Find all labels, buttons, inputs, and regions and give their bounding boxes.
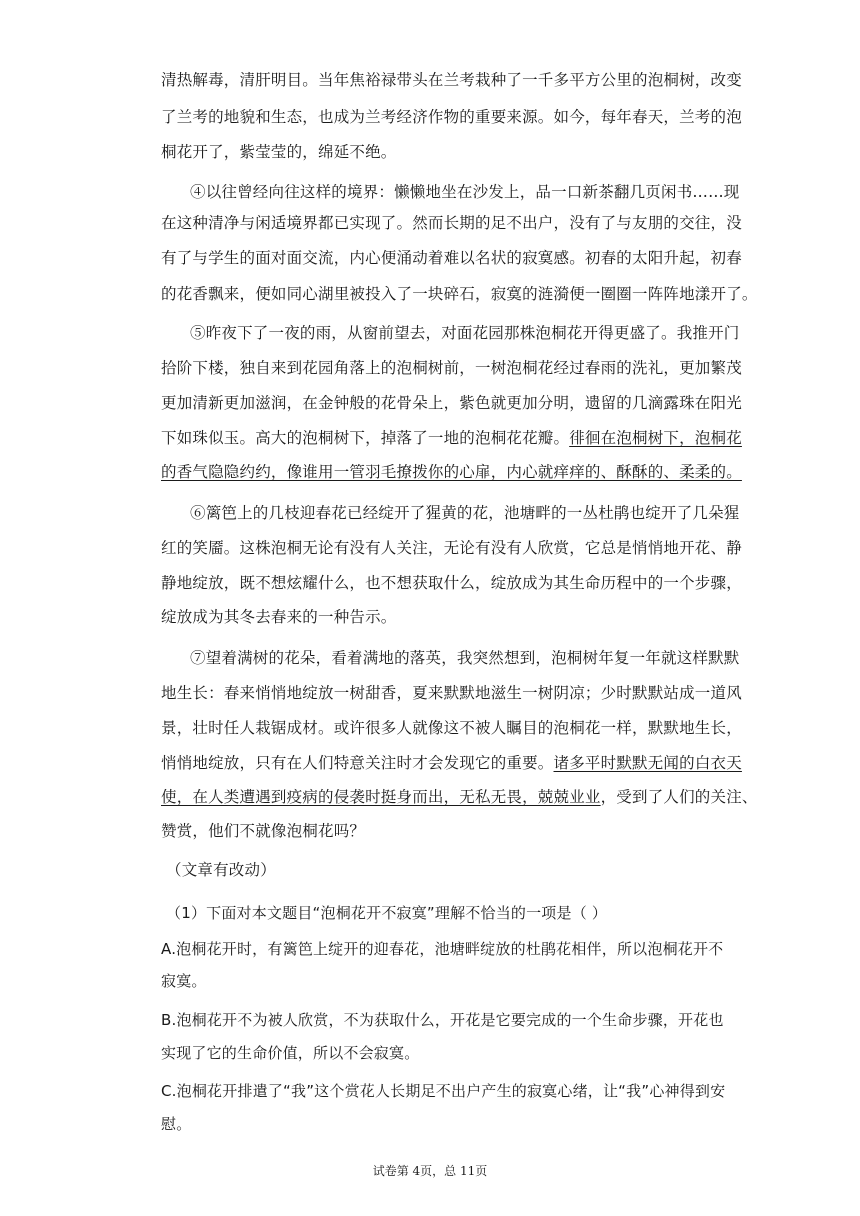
- option-a-line: A.泡桐花开时，有篱笆上绽开的迎春花，池塘畔绽放的杜鹃花相伴，所以泡桐花开不: [161, 940, 724, 958]
- underlined-text: 诸多平时默默无闻的白衣天: [553, 754, 742, 772]
- underlined-text: 徘徊在泡桐树下，泡桐花: [569, 429, 742, 447]
- option-c-line: 慰。: [161, 1115, 192, 1133]
- paragraph-line: 绽放成为其冬去春来的一种告示。: [161, 608, 397, 626]
- paragraph-line: 有了与学生的面对面交流，内心便涌动着难以名状的寂寞感。初春的太阳升起，初春: [161, 249, 742, 267]
- paragraph-line: [161, 787, 758, 807]
- paragraph-line: [161, 428, 741, 448]
- paragraph-line: 的花香飘来，便如同心湖里被投入了一块碎石，寂寞的涟漪便一圈圈一阵阵地漾开了。: [161, 285, 758, 303]
- paragraph-7-line: ⑦望着满树的花朵，看着满地的落英，我突然想到，泡桐树年复一年就这样默默: [190, 649, 740, 667]
- option-a-line: 寂寞。: [161, 972, 207, 990]
- option-c-line: C.泡桐花开排遣了“我”这个赏花人长期足不出户产生的寂寞心绪，让“我”心神得到安: [161, 1082, 726, 1100]
- paragraph-line: 景，壮时任人栽锯成材。或许很多人就像这不被人瞩目的泡桐花一样，默默地生长，: [161, 719, 742, 737]
- paragraph-5-line: ⑤昨夜下了一夜的雨，从窗前望去，对面花园那株泡桐花开得更盛了。我推开门: [190, 324, 740, 342]
- paragraph-line: [161, 753, 741, 773]
- paragraph-line: 红的笑靥。这株泡桐无论有没有人关注，无论有没有人欣赏，它总是悄悄地开花、静: [161, 539, 742, 557]
- paragraph-line: 更加清新更加滋润，在金钟般的花骨朵上，紫色就更加分明，遗留的几滴露珠在阳光: [161, 394, 742, 412]
- plain-text: 悄悄地绽放，只有在人们特意关注时才会发现它的重要。: [161, 754, 554, 772]
- paragraph-line: 赞赏，他们不就像泡桐花吗？: [161, 822, 366, 840]
- source-note: （文章有改动）: [166, 861, 276, 879]
- paragraph-line: 清热解毒，清肝明目。当年焦裕禄带头在兰考栽种了一千多平方公里的泡桐树，改变: [161, 71, 742, 89]
- paragraph-line: 地生长：春来悄悄地绽放一树甜香，夏来默默地滋生一树阴凉；少时默默站成一道风: [161, 684, 742, 702]
- underlined-text: 使，在人类遭遇到疫病的侵袭时挺身而出，无私无畏，兢兢业业: [161, 788, 601, 806]
- paragraph-line: 了兰考的地貌和生态，也成为兰考经济作物的重要来源。如今，每年春天，兰考的泡: [161, 108, 742, 126]
- paragraph-4-line: ④以往曾经向往这样的境界：懒懒地坐在沙发上，品一口新茶翻几页闲书……现: [190, 183, 740, 201]
- plain-text: ，受到了人们的关注、: [600, 788, 758, 806]
- paragraph-line: 在这种清净与闲适境界都已实现了。然而长期的足不出户，没有了与友朋的交往，没: [161, 214, 742, 232]
- page-footer: 试卷第 4页，总 11页: [372, 1164, 488, 1178]
- paragraph-line: 拾阶下楼，独自来到花园角落上的泡桐树前，一树泡桐花经过春雨的洗礼，更加繁茂: [161, 359, 742, 377]
- question-1: （1）下面对本文题目“泡桐花开不寂寞”理解不恰当的一项是（ ）: [166, 904, 608, 922]
- option-b-line: 实现了它的生命价值，所以不会寂寞。: [161, 1044, 420, 1062]
- paragraph-line: [161, 462, 741, 482]
- option-b-line: B.泡桐花开不为被人欣赏，不为获取什么，开花是它要完成的一个生命步骤，开花也: [161, 1011, 724, 1029]
- paragraph-line: 桐花开了，紫莹莹的，绵延不绝。: [161, 143, 397, 161]
- plain-text: 下如珠似玉。高大的泡桐树下，掉落了一地的泡桐花花瓣。: [161, 429, 570, 447]
- underlined-text: 的香气隐隐约约，像谁用一管羽毛撩拨你的心扉，内心就痒痒的、酥酥的、柔柔的。: [161, 463, 742, 481]
- paragraph-line: 静地绽放，既不想炫耀什么，也不想获取什么，绽放成为其生命历程中的一个步骤，: [161, 574, 742, 592]
- paragraph-6-line: ⑥篱笆上的几枝迎春花已经绽开了猩黄的花，池塘畔的一丛杜鹃也绽开了几朵猩: [190, 504, 740, 522]
